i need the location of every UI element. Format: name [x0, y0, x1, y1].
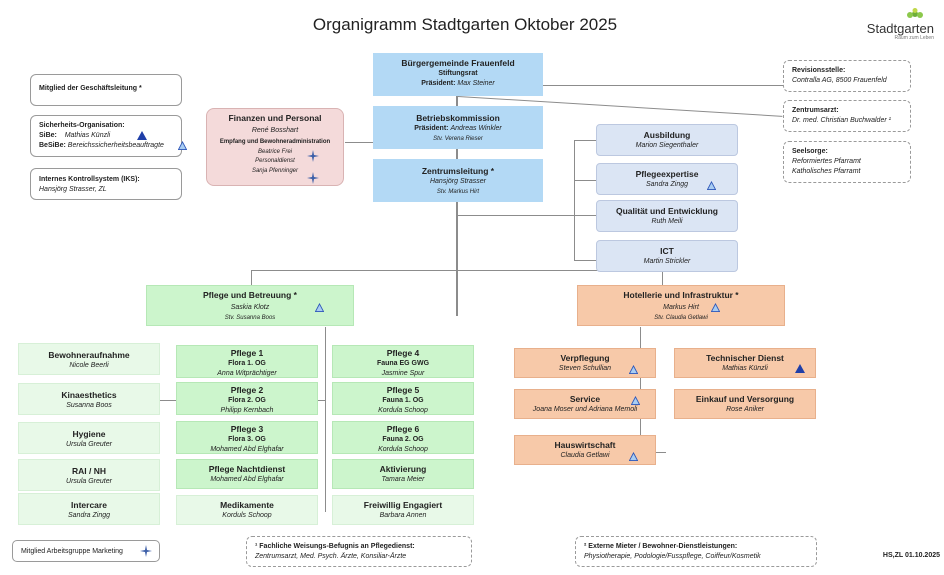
pflege-unit-name: Jasmine Spur [381, 370, 425, 377]
logo-name: Stadtgarten [866, 21, 934, 36]
staff-name: Marion Siegenthaler [635, 142, 699, 149]
pflege-4 [332, 345, 474, 378]
unit-name: Nicole Beerli [69, 362, 109, 369]
pflege-2 [176, 382, 318, 415]
unit-intercare [18, 493, 160, 525]
legend-geschaeftsleitung: Mitglied der Geschäftsleitung * [30, 74, 182, 106]
unit-kinaesthetics [18, 383, 160, 415]
unit-name: Ursula Greuter [66, 441, 112, 448]
pflege-6 [332, 421, 474, 454]
besibe-name: Bereichssicherheitsbeauftragte [67, 142, 164, 149]
legend-marketing [12, 540, 160, 562]
zentrumsleitung-box [373, 159, 543, 202]
unit-rai-nh [18, 459, 160, 491]
betriebskommission-box [373, 106, 543, 149]
finanzen-p1: Beatrice Frei [257, 149, 292, 155]
hotellerie-head: Markus Hirt [663, 304, 699, 311]
hotel-unit-name: Joana Moser und Adriana Memoli [532, 406, 638, 413]
unit-bewohneraufnahme [18, 343, 160, 375]
pflege-unit-sub: Fauna 1. OG [382, 397, 424, 404]
pflege-unit-title: Pflege 2 [230, 385, 264, 395]
footnote-1-title: ¹ Fachliche Weisungs-Befugnis an Pflegedienst: [255, 543, 415, 550]
legend-iks [30, 168, 182, 200]
besibe-triangle-icon [629, 452, 638, 461]
pflege-betreuung-box [146, 285, 354, 326]
hotellerie-title: Hotellerie und Infrastruktur * [623, 290, 739, 300]
revision-connector [543, 85, 783, 86]
pflege-unit-sub: Flora 2. OG [228, 397, 266, 404]
unit-title: Bewohneraufnahme [48, 350, 130, 360]
iks-title: Internes Kontrollsystem (IKS): [39, 176, 140, 183]
zentrumsleitung-head: Hansjörg Strasser [429, 178, 487, 185]
unit-name: Susanna Boos [66, 402, 112, 409]
hotellerie-deputy: Stv. Claudia Getlawi [654, 315, 708, 321]
pflege-unit-title: Pflege Nachtdienst [208, 464, 286, 474]
staff-name: Sandra Zingg [645, 181, 689, 188]
hotel-unit-title: Einkauf und Versorgung [695, 394, 795, 404]
pflege-drop [251, 270, 252, 286]
finanzen-box [206, 108, 344, 186]
seelsorge-l2: Katholisches Pfarramt [792, 168, 861, 175]
pflege-deputy: Stv. Susanna Boos [224, 315, 276, 321]
pflege-title: Pflege und Betreuung * [203, 290, 297, 300]
pflege-unit-sub: Flora 1. OG [228, 360, 266, 367]
hotel-unit-title: Technischer Dienst [706, 353, 784, 363]
pflege-unit-sub: Fauna 2. OG [382, 436, 424, 443]
footnote-2-text: Physiotherapie, Podologie/Fusspflege, Coiffeur/Kosmetik [584, 553, 761, 560]
revision-title: Revisionsstelle: [792, 67, 846, 74]
pflege-unit-sub: Fauna EG GWG [376, 360, 430, 367]
seelsorge-l1: Reformiertes Pfarramt [792, 158, 861, 165]
hotel-unit-title: Service [569, 394, 601, 404]
seelsorge-box [783, 141, 911, 183]
document-code: HS,ZL 01.10.2025 [882, 552, 940, 559]
pflege-3 [176, 421, 318, 454]
buergergemeinde-box [373, 53, 543, 96]
pflege-1 [176, 345, 318, 378]
hotel-unit-name: Mathias Künzli [722, 365, 768, 372]
besibe-triangle-icon [315, 303, 324, 312]
unit-title: Kinaesthetics [61, 390, 117, 400]
pflege-5 [332, 382, 474, 415]
pflege-unit-name: Tamara Meier [381, 476, 425, 483]
zentrumsarzt-title: Zentrumsarzt: [792, 107, 839, 114]
besibe-triangle-icon [629, 365, 638, 374]
marketing-star-icon [140, 545, 152, 557]
zentrumsleitung-deputy: Stv. Markus Hirt [436, 189, 480, 195]
technischer-dienst [674, 348, 816, 378]
hauswirtschaft-tick [656, 452, 666, 453]
besibe-triangle-icon [707, 181, 716, 190]
pflege-unit-name: Kordula Schoop [378, 407, 428, 414]
pflege-unit-title: Pflege 6 [386, 424, 420, 434]
finanzen-personaldienst: Personaldienst [255, 158, 295, 164]
staff-tick-2 [574, 180, 596, 181]
sicherheit-title: Sicherheits-Organisation: [39, 122, 125, 129]
sibe-triangle-icon [795, 364, 805, 373]
buergergemeinde-sub: Stiftungsrat [438, 70, 478, 77]
pflege-unit-title: Medikamente [220, 500, 274, 510]
zentrumsleitung-title: Zentrumsleitung * [421, 166, 495, 176]
besibe-triangle-icon [631, 396, 640, 405]
stadtgarten-logo [862, 8, 934, 42]
sibe-triangle-icon [137, 131, 147, 140]
logo-tagline: Raum zum Leben [894, 35, 934, 41]
staff-ausbildung [596, 124, 738, 156]
pflege-head: Saskia Klotz [230, 304, 270, 311]
president-label: Präsident: [421, 80, 456, 87]
marketing-star-icon [307, 172, 319, 184]
pflege-unit-title: Pflege 3 [230, 424, 264, 434]
pflege-unit-name: Anna Witprächtiger [217, 370, 277, 377]
pflege-unit-sub: Flora 3. OG [228, 436, 266, 443]
page-title: Organigramm Stadtgarten Oktober 2025 [312, 15, 618, 34]
zentrumsarzt-name: Dr. med. Christian Buchwalder ¹ [792, 117, 891, 124]
aktivierung [332, 459, 474, 489]
pflege-vertical-connector [325, 327, 326, 512]
besibe-triangle-icon [178, 141, 187, 150]
finanzen-empfang: Empfang und Bewohneradministration [219, 139, 331, 145]
staff-qualitaet [596, 200, 738, 232]
flower-logo-icon [904, 8, 926, 22]
bk-president-label: Präsident: [414, 125, 449, 132]
revision-name: Contralla AG, 8500 Frauenfeld [792, 77, 887, 84]
staff-pflegeexpertise [596, 163, 738, 195]
unit-name: Sandra Zingg [67, 512, 111, 519]
pflege-unit-title: Pflege 4 [386, 348, 420, 358]
staff-title: Ausbildung [643, 130, 691, 140]
bk-president-name: Andreas Winkler [450, 125, 502, 132]
marketing-star-icon [307, 150, 319, 162]
besibe-label: BeSiBe: [39, 142, 66, 149]
pflege-unit-title: Pflege 1 [230, 348, 264, 358]
legend-sicherheit [30, 115, 182, 157]
pflege-unit-name: Barbara Annen [379, 512, 427, 519]
verpflegung [514, 348, 656, 378]
staff-name: Martin Strickler [643, 258, 691, 265]
hotel-unit-name: Steven Schullian [558, 365, 612, 372]
hotellerie-box [577, 285, 785, 326]
pflege-unit-name: Mohamed Abd Elghafar [210, 446, 284, 453]
betriebskommission-title: Betriebskommission [416, 113, 500, 123]
finanzen-head: René Bosshart [251, 127, 299, 134]
footnote-2-title: ² Externe Mieter / Bewohner-Dienstleistungen: [584, 543, 738, 550]
staff-name: Ruth Meili [651, 218, 683, 225]
revision-box [783, 60, 911, 92]
pflege-unit-name: Korduls Schoop [222, 512, 272, 519]
besibe-triangle-icon [711, 303, 720, 312]
buergergemeinde-title: Bürgergemeinde Frauenfeld [401, 58, 515, 68]
staff-title: Qualität und Entwicklung [616, 206, 718, 216]
staff-tick-4 [574, 260, 596, 261]
seelsorge-title: Seelsorge: [792, 148, 828, 155]
unit-hygiene [18, 422, 160, 454]
pflege-unit-title: Freiwillig Engagiert [363, 500, 443, 510]
pflege-nachtdienst [176, 459, 318, 489]
unit-title: Hygiene [72, 429, 106, 439]
footnote-1-text: Zentrumsarzt, Med. Psych. Ärzte, Konsiliar-Ärzte [255, 553, 407, 560]
iks-name: Hansjörg Strasser, ZL [39, 186, 107, 193]
staff-vertical-connector [574, 140, 575, 260]
finanzen-title: Finanzen und Personal [228, 113, 322, 123]
unit-title: Intercare [71, 500, 107, 510]
hotel-unit-title: Verpflegung [560, 353, 610, 363]
sibe-label: SiBe: [39, 132, 57, 139]
sibe-name: Mathias Künzli [64, 132, 111, 139]
hauswirtschaft [514, 435, 656, 465]
pflege-unit-name: Kordula Schoop [378, 446, 428, 453]
staff-connector [458, 215, 596, 216]
marketing-label: Mitglied Arbeitsgruppe Marketing [21, 548, 123, 555]
einkauf-versorgung [674, 389, 816, 419]
president-name: Max Steiner [457, 80, 495, 87]
staff-ict [596, 240, 738, 272]
medikamente [176, 495, 318, 525]
betriebskommission-deputy: Stv. Verena Rieser [433, 136, 483, 142]
pflege-unit-name: Philipp Kernbach [220, 407, 274, 414]
pflege-unit-title: Aktivierung [379, 464, 427, 474]
service [514, 389, 656, 419]
hotel-unit-name: Rose Aniker [726, 406, 764, 413]
staff-title: Pflegeexpertise [635, 169, 699, 179]
pflege-unit-title: Pflege 5 [386, 385, 420, 395]
hotel-unit-name: Claudia Getlawi [560, 452, 610, 459]
footnote-1 [246, 536, 472, 567]
unit-name: Ursula Greuter [66, 478, 112, 485]
freiwillig-engagiert [332, 495, 474, 525]
hotel-unit-title: Hauswirtschaft [554, 440, 616, 450]
staff-title: ICT [660, 246, 674, 256]
footnote-2 [575, 536, 817, 567]
zentrumsarzt-box [783, 100, 911, 132]
pflege-unit-name: Mohamed Abd Elghafar [210, 476, 284, 483]
unit-title: RAI / NH [72, 466, 106, 476]
staff-tick-1 [574, 140, 596, 141]
hotellerie-drop [662, 270, 663, 286]
finanzen-p2: Sanja Pfenninger [251, 168, 299, 174]
